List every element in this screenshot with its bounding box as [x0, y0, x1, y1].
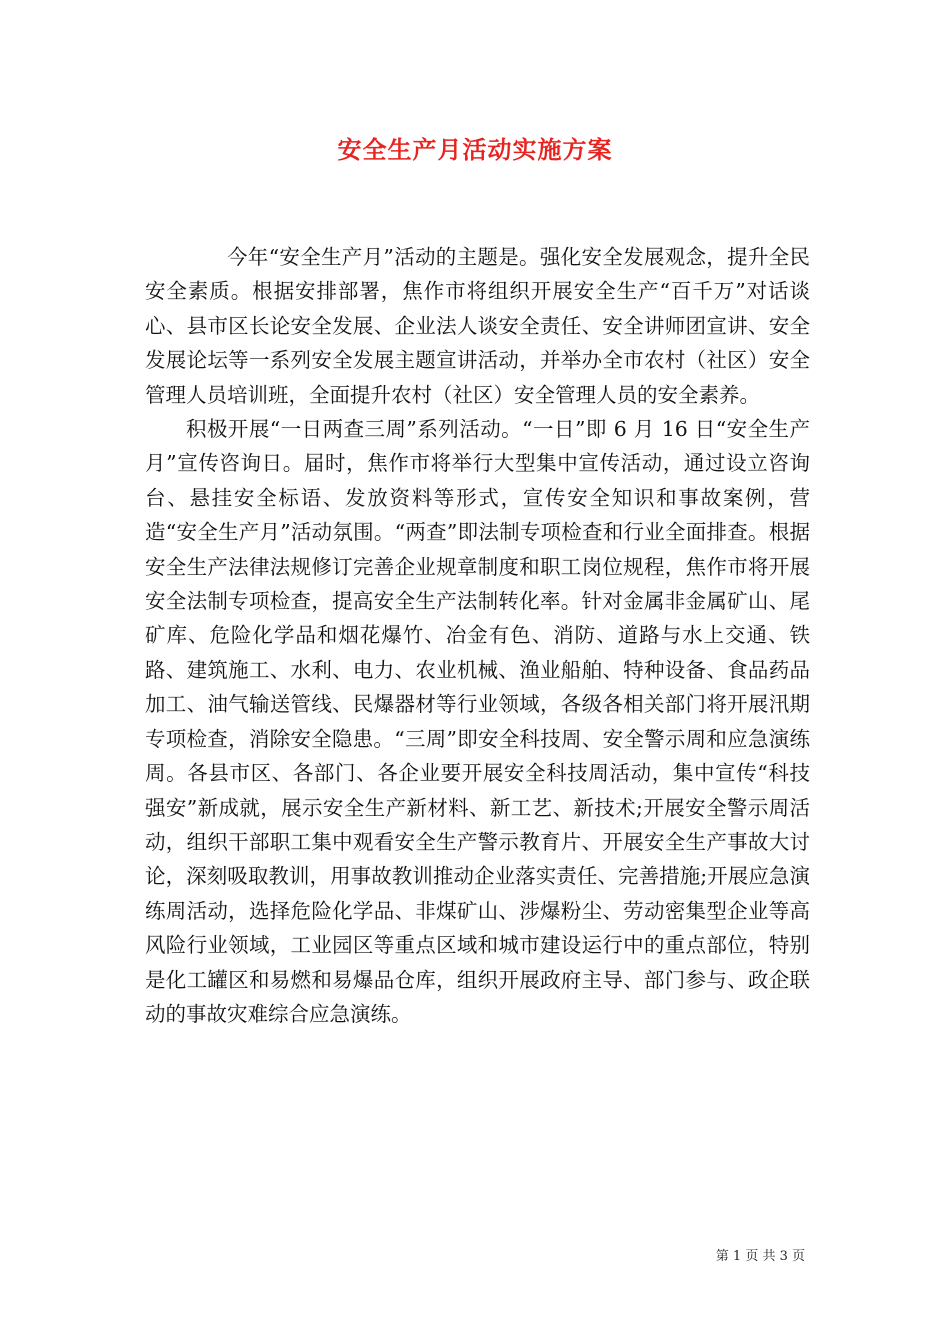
- page-title: 安全生产月活动实施方案: [337, 135, 613, 164]
- document-body: [145, 240, 810, 1031]
- page-number: 第 1 页 共 3 页: [715, 1249, 805, 1264]
- paragraph-activities: 积极开展“一日两查三周”系列活动。“一日”即 6 月 16 日“安全生产月”宣传咨询日。届时，焦作市将举行大型集中宣传活动，通过设立咨询台、悬挂安全标语、发放资料等形式，宣传安全知识和事故案例，营造“安全生产月”活动氛围。“两查”即法制专项检查和行业全面排查。根据安全生产法律法规修订完善企业规章制度和职工岗位规程，焦作市将开展安全法制专项检查，提高安全生产法制转化率。针对金属非金属矿山、尾矿库、危险化学品和烟花爆竹、冶金有色、消防、道路与水上交通、铁路、建筑施工、水利、电力、农业机械、渔业船舶、特种设备、食品药品加工、油气输送管线、民爆器材等行业领域，各级各相关部门将开展汛期专项检查，消除安全隐患。“三周”即安全科技周、安全警示周和应急演练周。各县市区、各部门、各企业要开展安全科技周活动，集中宣传“科技强安”新成就，展示安全生产新材料、新工艺、新技术;开展安全警示周活动，组织干部职工集中观看安全生产警示教育片、开展安全生产事故大讨论，深刻吸取教训，用事故教训推动企业落实责任、完善措施;开展应急演练周活动，选择危险化学品、非煤矿山、涉爆粉尘、劳动密集型企业等高风险行业领域，工业园区等重点区域和城市建设运行中的重点部位，特别是化工罐区和易燃和易爆品仓库，组织开展政府主导、部门参与、政企联动的事故灾难综合应急演练。: [145, 417, 810, 1026]
- paragraph-theme: 今年“安全生产月”活动的主题是。强化安全发展观念，提升全民安全素质。根据安排部署，焦作市将组织开展安全生产“百千万”对话谈心、县市区长论安全发展、企业法人谈安全责任、安全讲师团宣讲、安全发展论坛等一系列安全发展主题宣讲活动，并举办全市农村（社区）安全管理人员培训班，全面提升农村（社区）安全管理人员的安全素养。: [145, 245, 810, 407]
